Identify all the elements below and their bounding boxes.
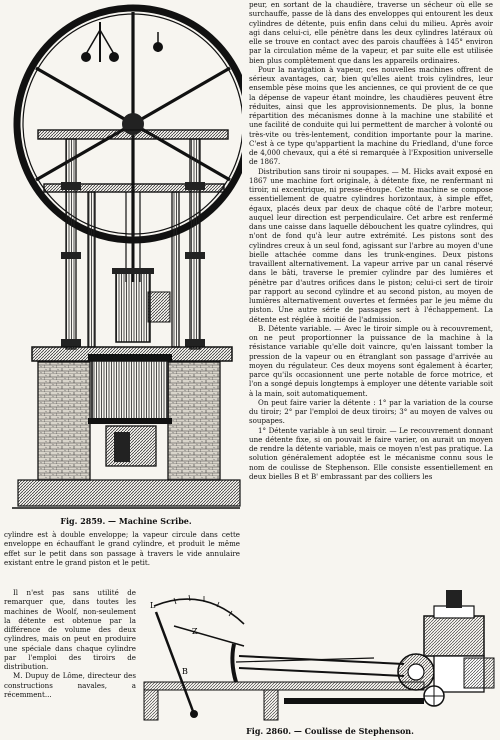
label-z: Z — [192, 627, 198, 636]
label-b: B — [182, 667, 188, 676]
figure-2859-caption: Fig. 2859. — Machine Scribe. — [60, 516, 192, 526]
coulisse-stephenson-illustration — [134, 586, 500, 724]
paragraph: M. Dupuy de Lôme, directeur des constructions navales, a récemment... — [4, 671, 136, 699]
figure-2860-caption: Fig. 2860. — Coulisse de Stephenson. — [246, 726, 414, 736]
paragraph: cylindre est à double enveloppe; la vapeur circule dans cette enveloppe en échauffant le grand cylindre, et produit le même effet sur le petit dans son passage à travers le vide annulaire existant entre le grand piston et le petit. — [4, 530, 240, 567]
machine-scribe-illustration — [8, 2, 242, 514]
paragraph: 1° Détente variable à un seul tiroir. — Le recouvrement donnant une détente fixe, si on pouvait le faire varier, on aurait un moyen de rendre la détente variable, mais ce moyen n'est pas pratique. La solution généralement adoptée est le mécanisme connu sous le nom de coulisse de Stephenson. Elle consiste essentiellement en deux bielles B et B' embrassant par des colliers les — [249, 425, 493, 481]
narrow-text-column — [4, 588, 136, 740]
paragraph: B. Détente variable. — Avec le tiroir simple ou à recouvrement, on ne peut proportionner la puissance de la machine à la résistance variable qu'elle doit vaincre, qu'en laissant tomber la pression de la vapeur ou en étranglant son passage d'arrivée au moyen du régulateur. Ces deux moyens sont également à écarter, parce qu'ils occasionnent une perte notable de force motrice, et l'on a songé depuis longtemps à employer une détente variable soit à la main, soit automatiquement. — [249, 323, 493, 398]
right-text-column — [249, 0, 493, 584]
paragraph: Il n'est pas sans utilité de remarquer que, dans toutes les machines de Woolf, non-seulement la détente est obtenue par la différence de volume des deux cylindres, mais on peut en produire une spéciale dans chaque cylindre par l'emploi des tiroirs de distribution. — [4, 588, 136, 671]
paragraph: Distribution sans tiroir ni soupapes. — M. Hicks avait exposé en 1867 une machine fort originale, à détente fixe, ne renfermant ni tiroir, ni excentrique, ni presse-étoupe. Cette machine se compose essentiellement de quatre cylindres horizontaux, à simple effet, égaux, placés deux par deux de chaque côté de l'arbre moteur, auquel leur direction est perpendiculaire. Cet arbre est renfermé dans une caisse dans laquelle débouchent les quatre cylindres, qui n'ont de fond qu'à leur autre extrémité. Les pistons sont des cylindres creux à un seul fond, agissant sur l'arbre au moyen d'une bielle attachée comme dans les trunk-engines. Deux pistons travaillent alternativement. La vapeur arrive par un canal réservé dans le bâti, traverse le premier cylindre par des lumières et pénètre par d'autres orifices dans le piston; celui-ci sert de tiroir par rapport au second cylindre et au second piston, au moyen de lumières alternativement ouvertes et fermées par le jeu même du piston. Une autre série de passages sert à l'échappement. La détente est réglée à moitié de l'admission. — [249, 166, 493, 324]
label-l: L — [150, 601, 156, 610]
paragraph: peur, en sortant de la chaudière, traverse un sécheur où elle se surchauffe, passe de là dans des enveloppes qui entourent les deux cylindres de détente, puis enfin dans celui du milieu. Après avoir agi dans celui-ci, elle pénètre dans les deux cylindres latéraux où elle se trouve en contact avec des parois chauffées à 145° environ par la circulation même de la vapeur, et par suite elle est utilisée bien plus complètement que dans les appareils ordinaires. — [249, 0, 493, 65]
paragraph: On peut faire varier la détente : 1° par la variation de la course du tiroir; 2° par l'emploi de deux tiroirs; 3° au moyen de valves ou soupapes. — [249, 397, 493, 426]
left-text-column — [4, 530, 240, 588]
paragraph: Pour la navigation à vapeur, ces nouvelles machines offrent de sérieux avantages, car, bien qu'elles aient trois cylindres, leur ensemble pèse moins que les anciennes, ce qui provient de ce que la dépense de vapeur étant moindre, les chaudières peuvent être réduites, ainsi que les approvisionnements. De plus, la bonne répartition des mécanismes donne à la machine une stabilité et une facilité de conduite qui lui permettent de marcher à volonté ou très-vite ou très-lentement, condition importante pour la marine. C'est à ce type qu'appartient la machine du Friedland, d'une force de 4,000 chevaux, qui a été si remarquée à l'Exposition universelle de 1867. — [249, 64, 493, 167]
